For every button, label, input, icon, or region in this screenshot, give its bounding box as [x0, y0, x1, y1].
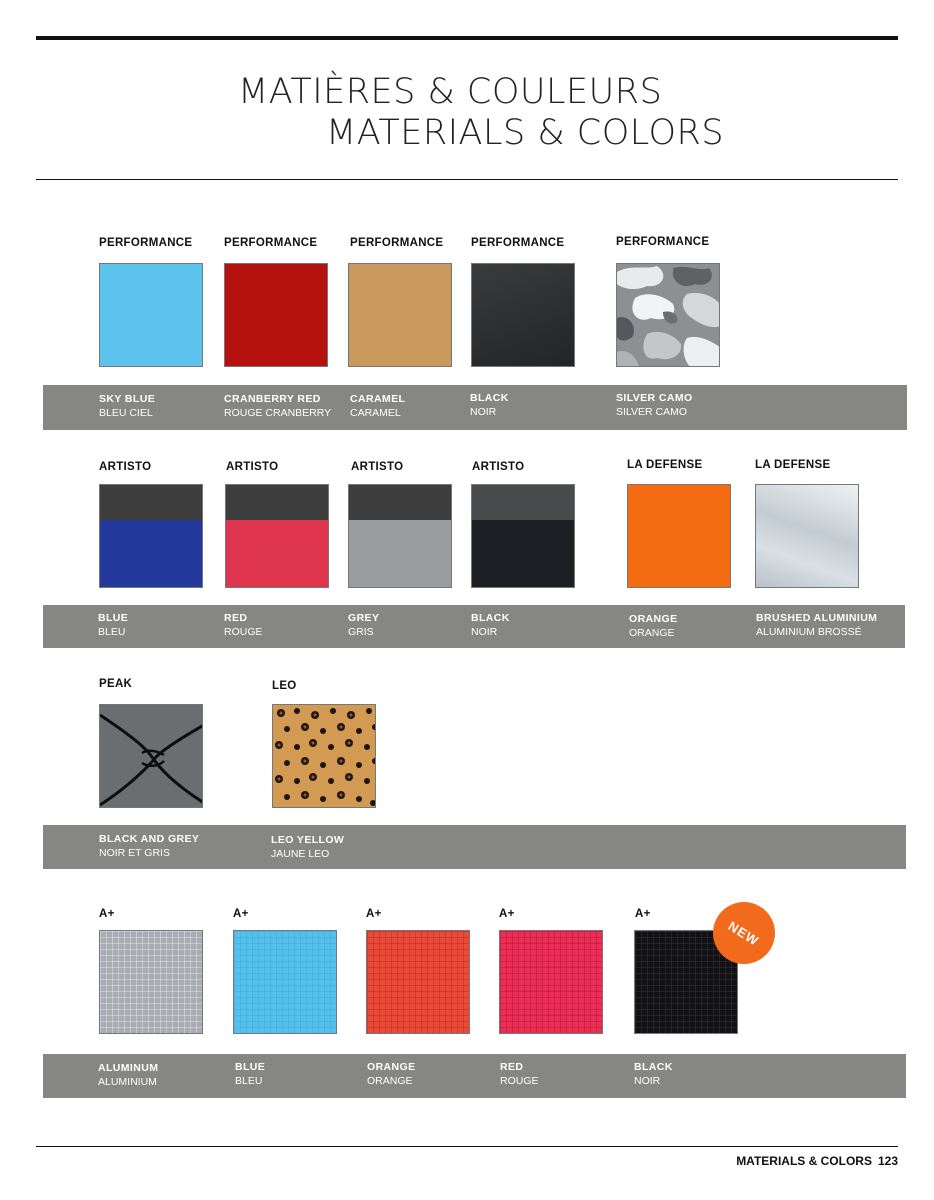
top-rule: [36, 36, 898, 40]
swatch-leo[interactable]: [272, 704, 376, 808]
swatch-name-fr: ROUGE: [500, 1075, 539, 1087]
page-title-en: MATERIALS & COLORS: [326, 113, 725, 153]
swatch-name-fr: ALUMINIUM BROSSÉ: [756, 626, 862, 638]
swatch-name-en: BLACK: [471, 612, 510, 624]
swatch-name-fr: JAUNE LEO: [271, 848, 330, 860]
category-label: A+: [499, 908, 515, 920]
swatch-name-fr: NOIR ET GRIS: [99, 847, 170, 859]
leopard-pattern: [273, 705, 376, 808]
swatch-caramel[interactable]: [348, 263, 452, 367]
new-badge-text: NEW: [725, 917, 763, 949]
category-label: ARTISTO: [351, 461, 404, 473]
new-badge: [713, 902, 775, 964]
label-band-row4: [43, 1054, 906, 1098]
swatch-name-en: BLACK: [634, 1061, 673, 1073]
swatch-name-fr: GRIS: [348, 626, 374, 638]
category-label: ARTISTO: [226, 461, 279, 473]
swatch-name: [634, 1060, 673, 1088]
swatch-orange[interactable]: [627, 484, 731, 588]
swatch-artisto-blue[interactable]: [99, 484, 203, 588]
swatch-black[interactable]: [471, 263, 575, 367]
swatch-brushed-aluminium[interactable]: [755, 484, 859, 588]
category-label: PEAK: [99, 678, 133, 690]
swatch-sky-blue[interactable]: [99, 263, 203, 367]
swatch-name: [98, 1061, 158, 1089]
swatch-name-fr: BLEU: [98, 626, 126, 638]
swatch-name-fr: SILVER CAMO: [616, 406, 687, 418]
footer-section-title: MATERIALS & COLORS: [736, 1154, 872, 1168]
swatch-name: [756, 611, 877, 639]
swatch-name: [224, 392, 331, 420]
category-label: PERFORMANCE: [99, 237, 193, 249]
swatch-name: [224, 611, 263, 639]
swatch-name-fr: NOIR: [471, 626, 498, 638]
category-label: A+: [99, 908, 115, 920]
swatch-name-en: RED: [224, 612, 248, 624]
swatch-name: [629, 612, 678, 640]
swatch-aplus-aluminum[interactable]: [99, 930, 203, 1034]
swatch-name: [471, 611, 510, 639]
category-label: PERFORMANCE: [350, 237, 444, 249]
category-label: A+: [366, 908, 382, 920]
swatch-name: [235, 1060, 265, 1088]
swatch-name-en: ALUMINUM: [98, 1062, 159, 1074]
swatch-name-en: GREY: [348, 612, 380, 624]
swatch-name-en: SKY BLUE: [99, 393, 156, 405]
swatch-name-en: LEO YELLOW: [271, 834, 345, 846]
swatch-name-en: ORANGE: [629, 613, 678, 625]
page-number: 123: [877, 1154, 898, 1168]
swatch-aplus-orange[interactable]: [366, 930, 470, 1034]
category-label: A+: [635, 908, 651, 920]
swatch-name-fr: ORANGE: [629, 627, 675, 639]
swatch-artisto-red[interactable]: [225, 484, 329, 588]
swatch-name: [99, 392, 155, 420]
swatch-name: [99, 832, 199, 860]
swatch-aplus-red[interactable]: [499, 930, 603, 1034]
swatch-cranberry-red[interactable]: [224, 263, 328, 367]
swatch-name-fr: ORANGE: [367, 1075, 413, 1087]
swatch-name-en: CARAMEL: [350, 393, 406, 405]
swatch-name-en: SILVER CAMO: [616, 392, 693, 404]
category-label: ARTISTO: [472, 461, 525, 473]
category-label: A+: [233, 908, 249, 920]
peak-cord-pattern: [100, 705, 203, 808]
swatch-name: [348, 611, 379, 639]
category-label: PERFORMANCE: [224, 237, 318, 249]
swatch-name-en: BLUE: [235, 1061, 266, 1073]
swatch-name: [98, 611, 128, 639]
swatch-name-en: BLACK: [470, 392, 509, 404]
category-label: LEO: [272, 680, 297, 692]
swatch-name: [500, 1060, 539, 1088]
footer-rule: [36, 1146, 898, 1147]
swatch-name-fr: BLEU: [235, 1075, 263, 1087]
swatch-name-en: CRANBERRY RED: [224, 393, 321, 405]
swatch-name-fr: NOIR: [634, 1075, 661, 1087]
swatch-name-fr: NOIR: [470, 406, 497, 418]
category-label: LA DEFENSE: [627, 459, 703, 471]
swatch-name-fr: BLEU CIEL: [99, 407, 153, 419]
swatch-name-en: BRUSHED ALUMINIUM: [756, 612, 878, 624]
swatch-name: [470, 391, 509, 419]
title-divider: [36, 179, 898, 180]
page-footer: [736, 1154, 898, 1168]
swatch-peak[interactable]: [99, 704, 203, 808]
category-label: PERFORMANCE: [471, 237, 565, 249]
category-label: ARTISTO: [99, 461, 152, 473]
swatch-name-en: ORANGE: [367, 1061, 416, 1073]
swatch-name-fr: ROUGE: [224, 626, 263, 638]
swatch-name-en: BLACK AND GREY: [99, 833, 200, 845]
swatch-name-fr: ROUGE CRANBERRY: [224, 407, 332, 419]
swatch-name: [350, 392, 405, 420]
camo-pattern: [617, 264, 720, 367]
swatch-name: [367, 1060, 416, 1088]
swatch-name: [616, 391, 693, 419]
swatch-aplus-blue[interactable]: [233, 930, 337, 1034]
swatch-name: [271, 833, 344, 861]
swatch-artisto-black[interactable]: [471, 484, 575, 588]
page-title-fr: MATIÈRES & COULEURS: [238, 72, 663, 112]
swatch-name-en: BLUE: [98, 612, 129, 624]
category-label: PERFORMANCE: [616, 236, 710, 248]
category-label: LA DEFENSE: [755, 459, 831, 471]
swatch-silver-camo[interactable]: [616, 263, 720, 367]
swatch-name-en: RED: [500, 1061, 524, 1073]
swatch-name-fr: CARAMEL: [350, 407, 401, 419]
swatch-name-fr: ALUMINIUM: [98, 1076, 157, 1088]
swatch-artisto-grey[interactable]: [348, 484, 452, 588]
